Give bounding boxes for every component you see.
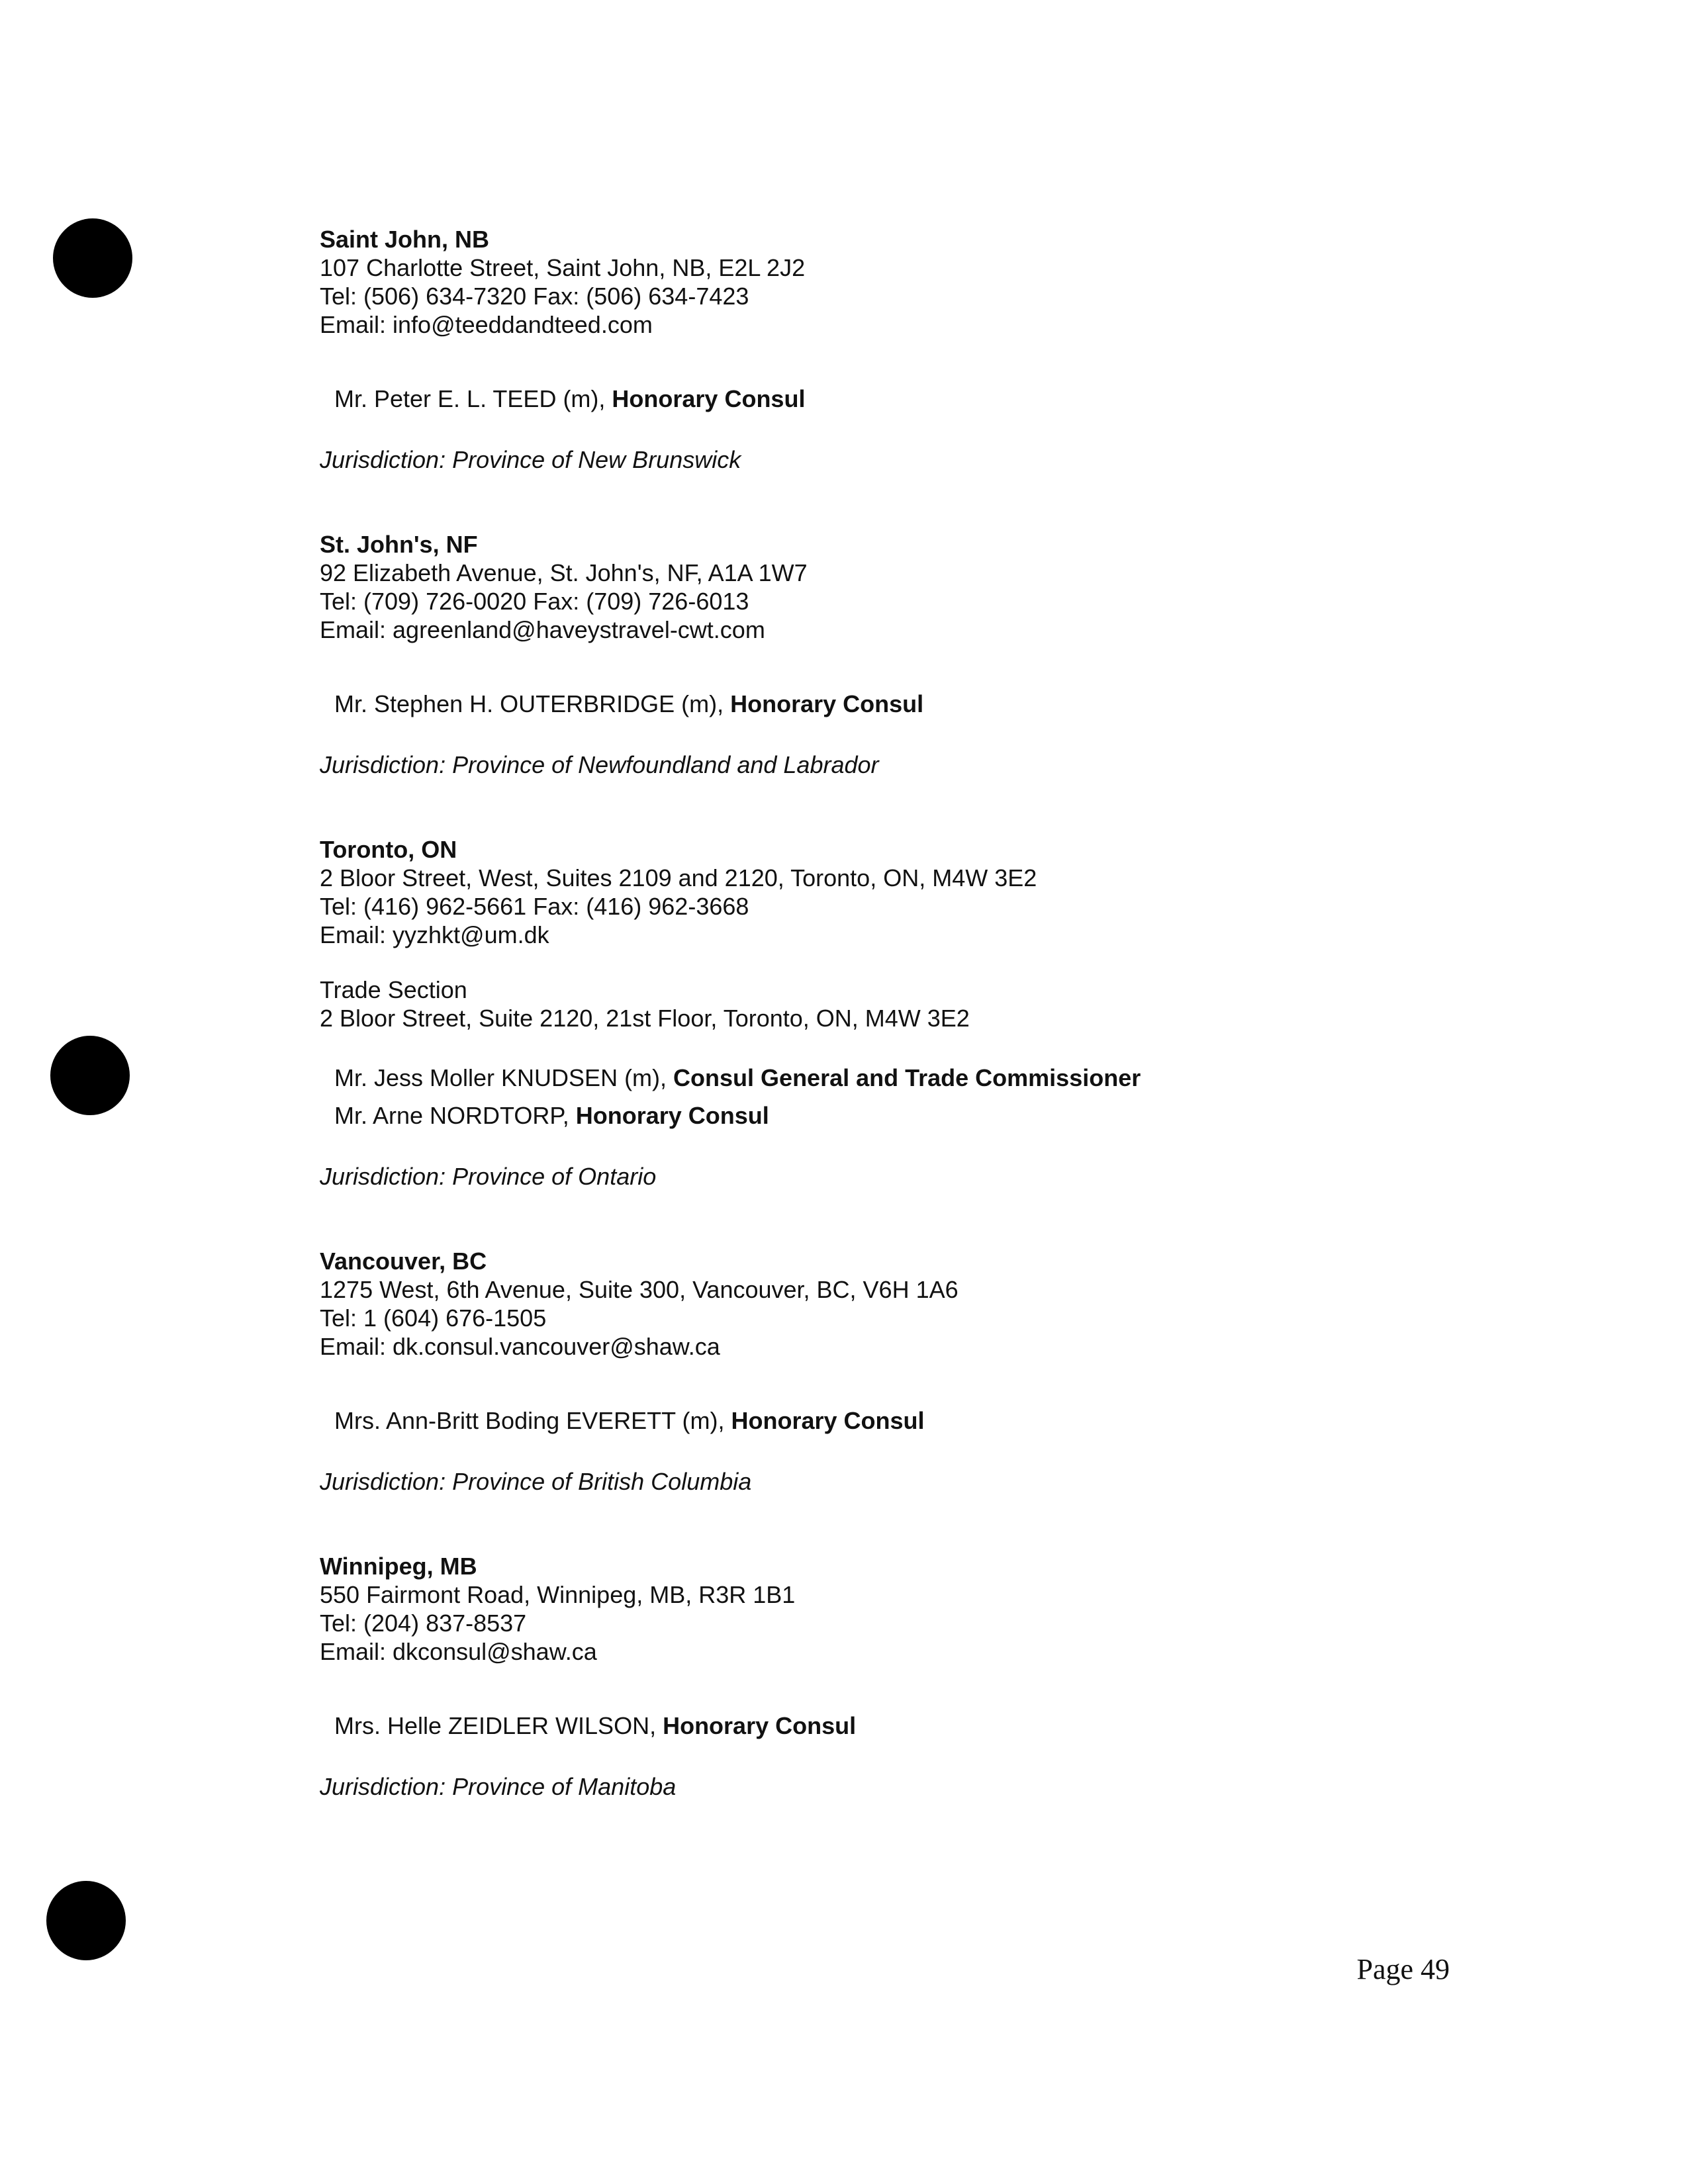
page-number: Page 49	[1356, 1953, 1450, 1985]
jurisdiction-line: Jurisdiction: Province of British Columbia	[320, 1468, 752, 1495]
jurisdiction-line: Jurisdiction: Province of New Brunswick	[320, 446, 741, 473]
phone-line: Tel: (204) 837-8537	[320, 1610, 527, 1637]
staff-member	[334, 685, 1511, 723]
city-heading: Vancouver, BC	[320, 1248, 487, 1275]
consulate-entry-st-johns	[320, 530, 1511, 779]
phone-line: Tel: (709) 726-0020 Fax: (709) 726-6013	[320, 588, 749, 615]
staff-list	[320, 1402, 1511, 1439]
email-line: Email: dkconsul@shaw.ca	[320, 1638, 597, 1665]
staff-member	[334, 1097, 1511, 1134]
staff-name: Mrs. Ann-Britt Boding EVERETT (m),	[334, 1407, 731, 1434]
address-line: 550 Fairmont Road, Winnipeg, MB, R3R 1B1	[320, 1581, 796, 1608]
staff-list	[320, 380, 1511, 418]
email-line: Email: info@teeddandteed.com	[320, 311, 653, 338]
staff-name: Mr. Peter E. L. TEED (m),	[334, 385, 612, 412]
staff-member	[334, 1402, 1511, 1439]
staff-list	[320, 1707, 1511, 1745]
jurisdiction-line: Jurisdiction: Province of Ontario	[320, 1163, 657, 1190]
city-heading: Winnipeg, MB	[320, 1553, 477, 1580]
staff-member	[334, 380, 1511, 418]
address-line: 92 Elizabeth Avenue, St. John's, NF, A1A 1W7	[320, 559, 808, 586]
consulate-entry-saint-john	[320, 225, 1511, 474]
phone-line: Tel: 1 (604) 676-1505	[320, 1304, 547, 1332]
address-line: 2 Bloor Street, West, Suites 2109 and 2120, Toronto, ON, M4W 3E2	[320, 864, 1037, 891]
city-heading: St. John's, NF	[320, 531, 478, 558]
city-heading: Saint John, NB	[320, 226, 490, 253]
trade-section-label: Trade Section	[320, 976, 467, 1003]
staff-title: Honorary Consul	[575, 1102, 769, 1129]
staff-list	[320, 685, 1511, 723]
consulate-list	[320, 225, 1511, 1801]
staff-member	[334, 1707, 1511, 1745]
binder-hole	[46, 1881, 126, 1960]
staff-title: Honorary Consul	[731, 1407, 925, 1434]
consulate-entry-toronto	[320, 835, 1511, 1191]
jurisdiction-line: Jurisdiction: Province of Manitoba	[320, 1773, 677, 1800]
staff-name: Mr. Stephen H. OUTERBRIDGE (m),	[334, 690, 731, 717]
jurisdiction-line: Jurisdiction: Province of Newfoundland and Labrador	[320, 751, 879, 778]
staff-title: Honorary Consul	[663, 1712, 857, 1739]
email-line: Email: dk.consul.vancouver@shaw.ca	[320, 1333, 720, 1360]
staff-name: Mrs. Helle ZEIDLER WILSON,	[334, 1712, 663, 1739]
consulate-entry-winnipeg	[320, 1552, 1511, 1801]
phone-line: Tel: (506) 634-7320 Fax: (506) 634-7423	[320, 283, 749, 310]
staff-name: Mr. Arne NORDTORP,	[334, 1102, 576, 1129]
consulate-entry-vancouver	[320, 1247, 1511, 1496]
address-line: 107 Charlotte Street, Saint John, NB, E2L 2J2	[320, 254, 806, 281]
email-line: Email: yyzhkt@um.dk	[320, 921, 549, 948]
staff-title: Consul General and Trade Commissioner	[673, 1064, 1141, 1091]
email-line: Email: agreenland@haveystravel-cwt.com	[320, 616, 765, 643]
staff-title: Honorary Consul	[612, 385, 806, 412]
binder-hole	[50, 1036, 130, 1115]
city-heading: Toronto, ON	[320, 836, 457, 863]
staff-list	[320, 1059, 1511, 1134]
trade-section	[320, 976, 1511, 1032]
trade-section-address: 2 Bloor Street, Suite 2120, 21st Floor, Toronto, ON, M4W 3E2	[320, 1005, 970, 1032]
address-line: 1275 West, 6th Avenue, Suite 300, Vancouver, BC, V6H 1A6	[320, 1276, 959, 1303]
staff-member	[334, 1059, 1511, 1097]
staff-name: Mr. Jess Moller KNUDSEN (m),	[334, 1064, 674, 1091]
binder-hole	[53, 218, 132, 298]
staff-title: Honorary Consul	[730, 690, 924, 717]
phone-line: Tel: (416) 962-5661 Fax: (416) 962-3668	[320, 893, 749, 920]
